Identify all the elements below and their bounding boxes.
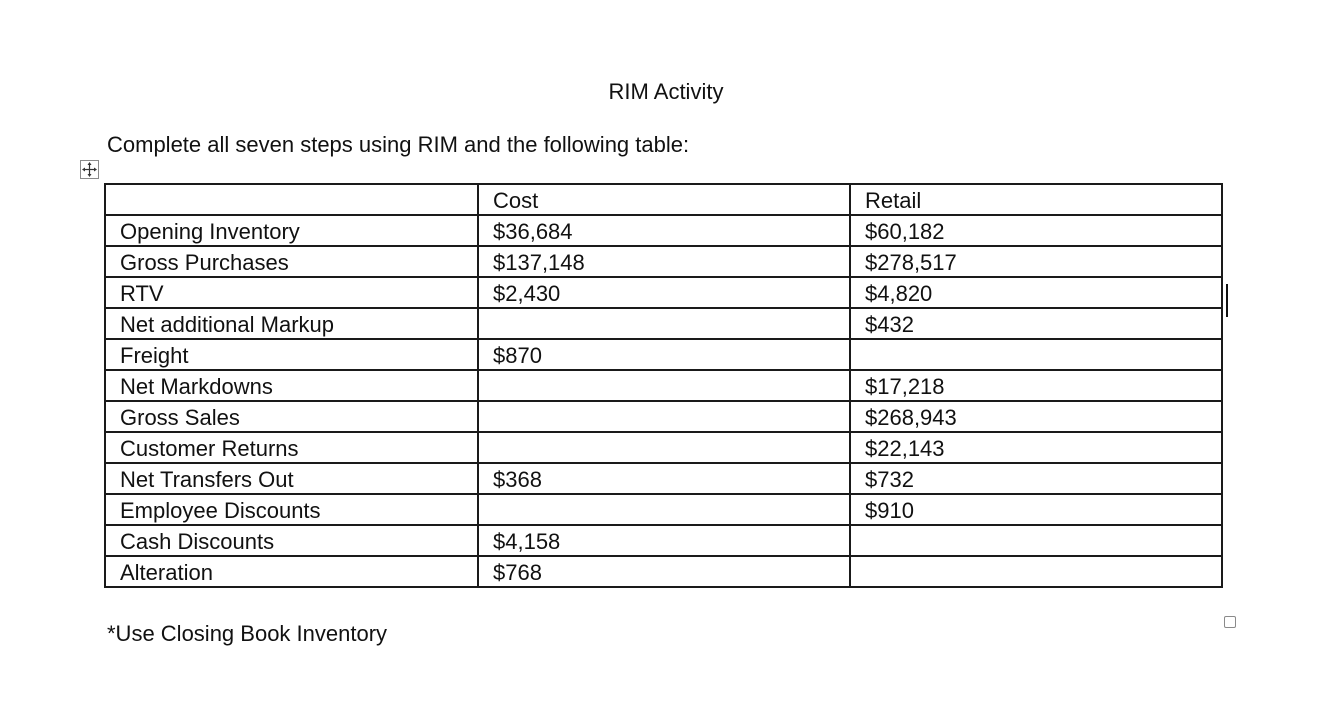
footnote: *Use Closing Book Inventory bbox=[107, 621, 388, 646]
table-row bbox=[105, 246, 1222, 277]
header-label[interactable] bbox=[105, 184, 478, 215]
row-cost[interactable]: $768 bbox=[478, 556, 850, 587]
text-cursor bbox=[1226, 284, 1228, 317]
table-row bbox=[105, 556, 1222, 587]
row-label[interactable]: RTV bbox=[105, 277, 478, 308]
row-retail[interactable]: $910 bbox=[850, 494, 1222, 525]
row-retail[interactable] bbox=[850, 339, 1222, 370]
table-move-handle[interactable] bbox=[80, 160, 99, 179]
table-row bbox=[105, 370, 1222, 401]
table-row bbox=[105, 463, 1222, 494]
table-row bbox=[105, 525, 1222, 556]
row-retail[interactable]: $732 bbox=[850, 463, 1222, 494]
row-retail[interactable] bbox=[850, 556, 1222, 587]
row-label[interactable]: Gross Sales bbox=[105, 401, 478, 432]
row-label[interactable]: Net Transfers Out bbox=[105, 463, 478, 494]
row-cost[interactable]: $2,430 bbox=[478, 277, 850, 308]
row-cost[interactable] bbox=[478, 494, 850, 525]
table-row bbox=[105, 277, 1222, 308]
row-retail[interactable]: $432 bbox=[850, 308, 1222, 339]
row-retail[interactable] bbox=[850, 525, 1222, 556]
row-label[interactable]: Gross Purchases bbox=[105, 246, 478, 277]
table-row bbox=[105, 494, 1222, 525]
row-cost[interactable] bbox=[478, 401, 850, 432]
row-cost[interactable]: $368 bbox=[478, 463, 850, 494]
row-retail[interactable]: $22,143 bbox=[850, 432, 1222, 463]
table-row bbox=[105, 339, 1222, 370]
row-label[interactable]: Employee Discounts bbox=[105, 494, 478, 525]
table-resize-handle[interactable] bbox=[1224, 616, 1236, 628]
table-row bbox=[105, 432, 1222, 463]
row-cost[interactable]: $870 bbox=[478, 339, 850, 370]
row-cost[interactable]: $36,684 bbox=[478, 215, 850, 246]
table-row bbox=[105, 308, 1222, 339]
document-title: RIM Activity bbox=[608, 79, 724, 104]
table-header-row bbox=[105, 184, 1222, 215]
instructions-text: Complete all seven steps using RIM and the following table: bbox=[107, 132, 690, 157]
row-label[interactable]: Alteration bbox=[105, 556, 478, 587]
row-retail[interactable]: $60,182 bbox=[850, 215, 1222, 246]
row-label[interactable]: Customer Returns bbox=[105, 432, 478, 463]
row-label[interactable]: Net Markdowns bbox=[105, 370, 478, 401]
row-label[interactable]: Cash Discounts bbox=[105, 525, 478, 556]
row-retail[interactable]: $268,943 bbox=[850, 401, 1222, 432]
rim-table bbox=[104, 183, 1223, 588]
header-cost[interactable]: Cost bbox=[478, 184, 850, 215]
row-label[interactable]: Freight bbox=[105, 339, 478, 370]
table-row bbox=[105, 401, 1222, 432]
row-cost[interactable] bbox=[478, 370, 850, 401]
row-retail[interactable]: $278,517 bbox=[850, 246, 1222, 277]
row-cost[interactable]: $4,158 bbox=[478, 525, 850, 556]
row-label[interactable]: Net additional Markup bbox=[105, 308, 478, 339]
row-label[interactable]: Opening Inventory bbox=[105, 215, 478, 246]
row-retail[interactable]: $4,820 bbox=[850, 277, 1222, 308]
row-cost[interactable] bbox=[478, 432, 850, 463]
move-arrows-icon bbox=[81, 161, 98, 178]
table-row bbox=[105, 215, 1222, 246]
row-retail[interactable]: $17,218 bbox=[850, 370, 1222, 401]
header-retail[interactable]: Retail bbox=[850, 184, 1222, 215]
row-cost[interactable] bbox=[478, 308, 850, 339]
row-cost[interactable]: $137,148 bbox=[478, 246, 850, 277]
